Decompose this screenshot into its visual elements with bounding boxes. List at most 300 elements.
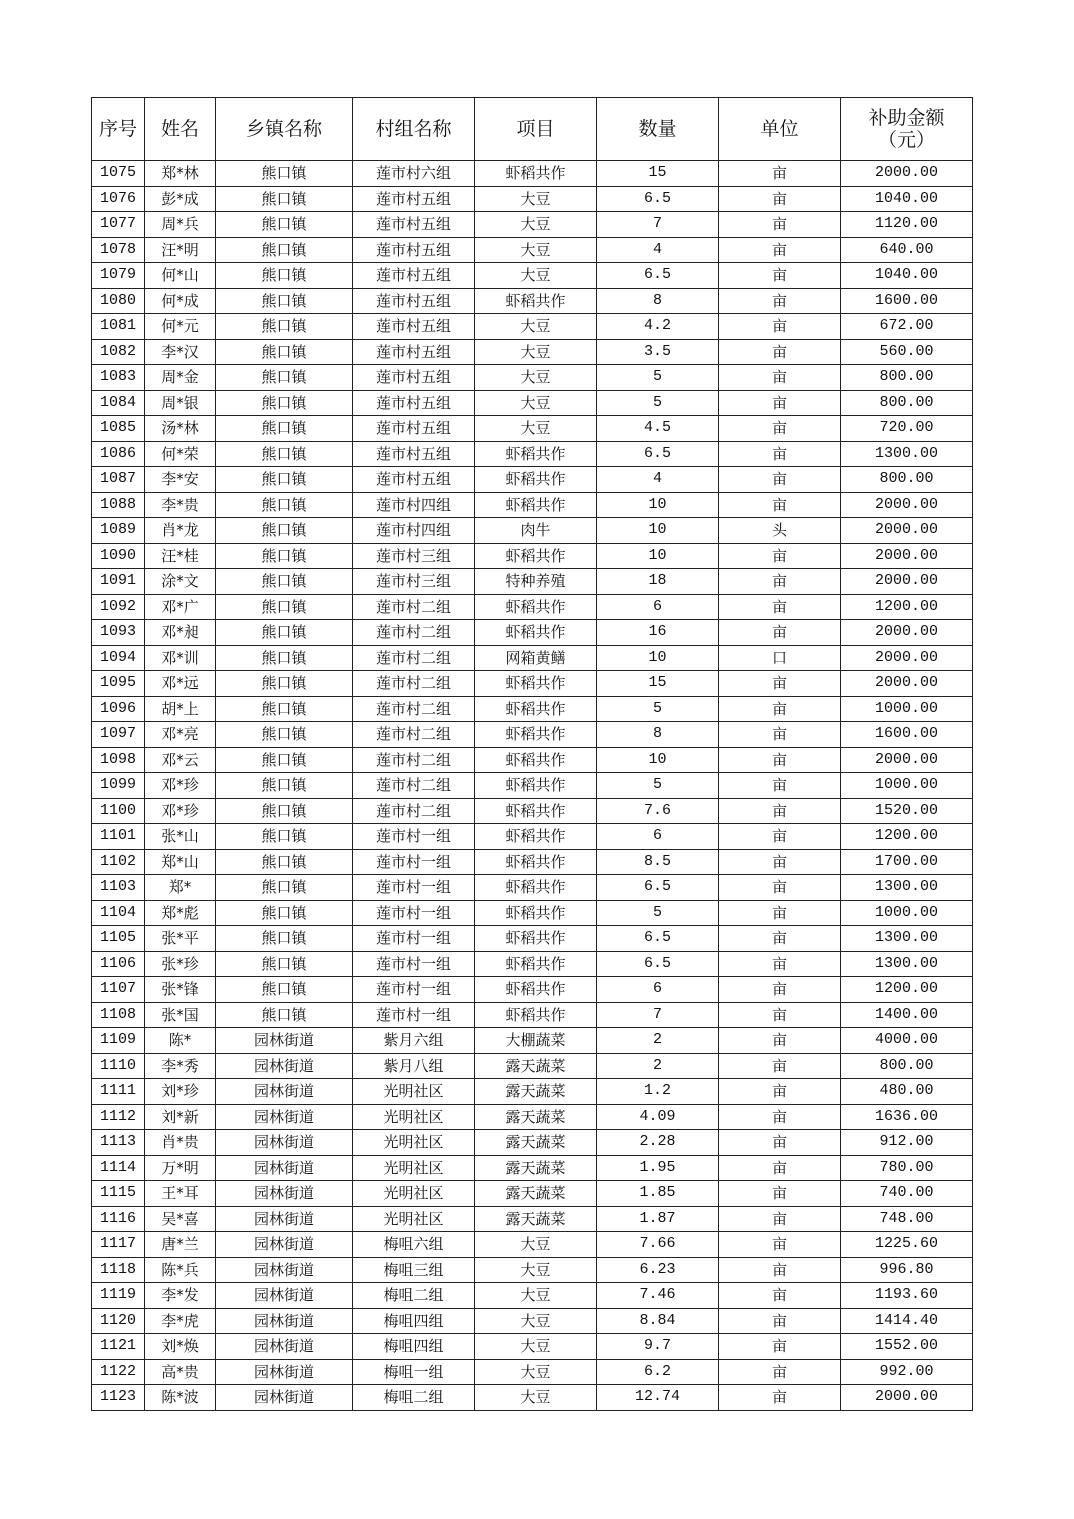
cell-amount: 740.00 — [841, 1181, 973, 1207]
cell-amount: 2000.00 — [841, 645, 973, 671]
cell-unit: 亩 — [719, 620, 841, 646]
cell-village-group: 莲市村五组 — [353, 339, 475, 365]
cell-name: 李*汉 — [145, 339, 216, 365]
table-row — [92, 1385, 973, 1411]
cell-amount: 1600.00 — [841, 288, 973, 314]
cell-name: 涂*文 — [145, 569, 216, 595]
cell-amount: 2000.00 — [841, 492, 973, 518]
cell-name: 高*贵 — [145, 1359, 216, 1385]
cell-amount: 1193.60 — [841, 1283, 973, 1309]
cell-amount: 2000.00 — [841, 543, 973, 569]
cell-unit: 亩 — [719, 543, 841, 569]
cell-serial: 1109 — [92, 1028, 145, 1054]
cell-serial: 1110 — [92, 1053, 145, 1079]
table-row — [92, 441, 973, 467]
cell-amount: 780.00 — [841, 1155, 973, 1181]
cell-unit: 亩 — [719, 1308, 841, 1334]
cell-serial: 1122 — [92, 1359, 145, 1385]
table-row — [92, 900, 973, 926]
cell-quantity: 18 — [597, 569, 719, 595]
cell-project: 虾稻共作 — [475, 1002, 597, 1028]
cell-project: 网箱黄鳝 — [475, 645, 597, 671]
cell-unit: 亩 — [719, 441, 841, 467]
table-row — [92, 518, 973, 544]
cell-town: 园林街道 — [216, 1283, 353, 1309]
cell-village-group: 光明社区 — [353, 1206, 475, 1232]
cell-amount: 2000.00 — [841, 161, 973, 187]
cell-serial: 1077 — [92, 212, 145, 238]
cell-project: 大豆 — [475, 1308, 597, 1334]
cell-name: 张*锋 — [145, 977, 216, 1003]
cell-unit: 亩 — [719, 186, 841, 212]
cell-quantity: 7.66 — [597, 1232, 719, 1258]
header-quantity: 数量 — [597, 98, 719, 161]
cell-name: 何*成 — [145, 288, 216, 314]
cell-town: 园林街道 — [216, 1206, 353, 1232]
cell-unit: 亩 — [719, 339, 841, 365]
table-row — [92, 212, 973, 238]
cell-village-group: 梅咀四组 — [353, 1308, 475, 1334]
table-row — [92, 1257, 973, 1283]
cell-name: 李*秀 — [145, 1053, 216, 1079]
cell-unit: 亩 — [719, 747, 841, 773]
cell-town: 熊口镇 — [216, 263, 353, 289]
header-serial: 序号 — [92, 98, 145, 161]
cell-project: 虾稻共作 — [475, 875, 597, 901]
cell-serial: 1092 — [92, 594, 145, 620]
cell-amount: 4000.00 — [841, 1028, 973, 1054]
table-row — [92, 186, 973, 212]
cell-project: 大豆 — [475, 1257, 597, 1283]
cell-quantity: 7 — [597, 212, 719, 238]
cell-village-group: 莲市村三组 — [353, 569, 475, 595]
cell-unit: 亩 — [719, 263, 841, 289]
cell-unit: 亩 — [719, 1232, 841, 1258]
cell-serial: 1091 — [92, 569, 145, 595]
cell-amount: 800.00 — [841, 467, 973, 493]
cell-project: 虾稻共作 — [475, 824, 597, 850]
cell-town: 熊口镇 — [216, 849, 353, 875]
cell-town: 熊口镇 — [216, 441, 353, 467]
table-row — [92, 467, 973, 493]
cell-unit: 亩 — [719, 1334, 841, 1360]
cell-unit: 亩 — [719, 849, 841, 875]
cell-town: 熊口镇 — [216, 569, 353, 595]
table-row — [92, 951, 973, 977]
cell-project: 虾稻共作 — [475, 722, 597, 748]
cell-serial: 1088 — [92, 492, 145, 518]
cell-town: 园林街道 — [216, 1232, 353, 1258]
cell-town: 园林街道 — [216, 1104, 353, 1130]
cell-unit: 亩 — [719, 1028, 841, 1054]
table-row — [92, 671, 973, 697]
cell-unit: 亩 — [719, 212, 841, 238]
cell-amount: 2000.00 — [841, 671, 973, 697]
cell-name: 郑*彪 — [145, 900, 216, 926]
cell-serial: 1094 — [92, 645, 145, 671]
cell-quantity: 6.5 — [597, 951, 719, 977]
cell-unit: 亩 — [719, 824, 841, 850]
cell-town: 熊口镇 — [216, 645, 353, 671]
header-village-group: 村组名称 — [353, 98, 475, 161]
cell-town: 熊口镇 — [216, 518, 353, 544]
cell-name: 吴*喜 — [145, 1206, 216, 1232]
cell-amount: 1000.00 — [841, 900, 973, 926]
cell-project: 露天蔬菜 — [475, 1130, 597, 1156]
cell-amount: 1200.00 — [841, 824, 973, 850]
header-amount: 补助金额 （元） — [841, 98, 973, 161]
cell-serial: 1086 — [92, 441, 145, 467]
cell-project: 大豆 — [475, 416, 597, 442]
cell-serial: 1087 — [92, 467, 145, 493]
cell-project: 大豆 — [475, 390, 597, 416]
cell-amount: 1200.00 — [841, 594, 973, 620]
cell-town: 熊口镇 — [216, 416, 353, 442]
cell-town: 熊口镇 — [216, 492, 353, 518]
cell-name: 李*发 — [145, 1283, 216, 1309]
cell-serial: 1093 — [92, 620, 145, 646]
table-row — [92, 288, 973, 314]
cell-quantity: 5 — [597, 773, 719, 799]
cell-unit: 口 — [719, 645, 841, 671]
cell-town: 园林街道 — [216, 1257, 353, 1283]
cell-serial: 1112 — [92, 1104, 145, 1130]
cell-serial: 1115 — [92, 1181, 145, 1207]
cell-name: 邓*亮 — [145, 722, 216, 748]
cell-serial: 1076 — [92, 186, 145, 212]
cell-unit: 亩 — [719, 951, 841, 977]
table-row — [92, 849, 973, 875]
cell-quantity: 3.5 — [597, 339, 719, 365]
cell-amount: 800.00 — [841, 390, 973, 416]
cell-quantity: 1.95 — [597, 1155, 719, 1181]
cell-town: 园林街道 — [216, 1053, 353, 1079]
cell-town: 熊口镇 — [216, 773, 353, 799]
table-row — [92, 339, 973, 365]
header-name: 姓名 — [145, 98, 216, 161]
cell-village-group: 莲市村五组 — [353, 441, 475, 467]
cell-project: 大豆 — [475, 1283, 597, 1309]
cell-name: 陈*兵 — [145, 1257, 216, 1283]
cell-village-group: 莲市村五组 — [353, 263, 475, 289]
cell-village-group: 梅咀二组 — [353, 1385, 475, 1411]
table-row — [92, 722, 973, 748]
cell-serial: 1118 — [92, 1257, 145, 1283]
cell-project: 虾稻共作 — [475, 926, 597, 952]
cell-quantity: 12.74 — [597, 1385, 719, 1411]
table-row — [92, 1232, 973, 1258]
cell-quantity: 10 — [597, 645, 719, 671]
subsidy-table — [91, 97, 973, 1411]
cell-project: 虾稻共作 — [475, 543, 597, 569]
cell-quantity: 5 — [597, 696, 719, 722]
cell-quantity: 6.23 — [597, 1257, 719, 1283]
cell-project: 大豆 — [475, 212, 597, 238]
cell-town: 熊口镇 — [216, 390, 353, 416]
cell-serial: 1103 — [92, 875, 145, 901]
cell-unit: 亩 — [719, 569, 841, 595]
cell-unit: 亩 — [719, 467, 841, 493]
cell-project: 虾稻共作 — [475, 594, 597, 620]
cell-unit: 亩 — [719, 390, 841, 416]
cell-village-group: 梅咀三组 — [353, 1257, 475, 1283]
cell-project: 虾稻共作 — [475, 620, 597, 646]
cell-village-group: 莲市村五组 — [353, 390, 475, 416]
cell-amount: 1000.00 — [841, 773, 973, 799]
cell-village-group: 莲市村一组 — [353, 1002, 475, 1028]
cell-name: 王*耳 — [145, 1181, 216, 1207]
cell-project: 虾稻共作 — [475, 492, 597, 518]
cell-name: 邓*训 — [145, 645, 216, 671]
cell-quantity: 5 — [597, 365, 719, 391]
cell-quantity: 9.7 — [597, 1334, 719, 1360]
cell-name: 陈* — [145, 1028, 216, 1054]
cell-village-group: 莲市村一组 — [353, 900, 475, 926]
cell-amount: 1520.00 — [841, 798, 973, 824]
cell-amount: 640.00 — [841, 237, 973, 263]
cell-quantity: 6 — [597, 977, 719, 1003]
cell-quantity: 1.85 — [597, 1181, 719, 1207]
table-row — [92, 773, 973, 799]
cell-name: 陈*波 — [145, 1385, 216, 1411]
cell-village-group: 莲市村四组 — [353, 518, 475, 544]
cell-name: 邓*珍 — [145, 773, 216, 799]
table-row — [92, 1155, 973, 1181]
cell-amount: 1000.00 — [841, 696, 973, 722]
cell-serial: 1117 — [92, 1232, 145, 1258]
cell-village-group: 莲市村三组 — [353, 543, 475, 569]
cell-quantity: 5 — [597, 390, 719, 416]
cell-name: 周*金 — [145, 365, 216, 391]
cell-unit: 亩 — [719, 492, 841, 518]
cell-serial: 1098 — [92, 747, 145, 773]
cell-name: 何*元 — [145, 314, 216, 340]
table-row — [92, 1053, 973, 1079]
cell-village-group: 莲市村五组 — [353, 416, 475, 442]
cell-unit: 亩 — [719, 1155, 841, 1181]
cell-unit: 亩 — [719, 416, 841, 442]
cell-name: 万*明 — [145, 1155, 216, 1181]
cell-town: 熊口镇 — [216, 926, 353, 952]
cell-unit: 亩 — [719, 1053, 841, 1079]
cell-name: 周*兵 — [145, 212, 216, 238]
cell-unit: 亩 — [719, 671, 841, 697]
cell-town: 熊口镇 — [216, 977, 353, 1003]
cell-quantity: 6 — [597, 824, 719, 850]
cell-amount: 2000.00 — [841, 747, 973, 773]
cell-quantity: 6.5 — [597, 263, 719, 289]
cell-project: 大豆 — [475, 1232, 597, 1258]
cell-project: 虾稻共作 — [475, 467, 597, 493]
cell-unit: 亩 — [719, 977, 841, 1003]
cell-name: 李*虎 — [145, 1308, 216, 1334]
cell-quantity: 8 — [597, 288, 719, 314]
cell-serial: 1089 — [92, 518, 145, 544]
cell-project: 大豆 — [475, 365, 597, 391]
table-row — [92, 1104, 973, 1130]
cell-village-group: 莲市村五组 — [353, 467, 475, 493]
cell-amount: 912.00 — [841, 1130, 973, 1156]
cell-serial: 1100 — [92, 798, 145, 824]
cell-unit: 亩 — [719, 900, 841, 926]
cell-name: 汪*明 — [145, 237, 216, 263]
cell-name: 汤*林 — [145, 416, 216, 442]
cell-project: 虾稻共作 — [475, 161, 597, 187]
cell-amount: 720.00 — [841, 416, 973, 442]
cell-town: 熊口镇 — [216, 543, 353, 569]
cell-town: 熊口镇 — [216, 594, 353, 620]
cell-project: 虾稻共作 — [475, 951, 597, 977]
cell-village-group: 紫月六组 — [353, 1028, 475, 1054]
cell-amount: 800.00 — [841, 365, 973, 391]
cell-village-group: 莲市村一组 — [353, 849, 475, 875]
cell-name: 郑* — [145, 875, 216, 901]
cell-unit: 亩 — [719, 1359, 841, 1385]
cell-serial: 1095 — [92, 671, 145, 697]
cell-town: 熊口镇 — [216, 365, 353, 391]
cell-town: 熊口镇 — [216, 671, 353, 697]
cell-village-group: 莲市村二组 — [353, 620, 475, 646]
cell-name: 邓*广 — [145, 594, 216, 620]
table-row — [92, 1359, 973, 1385]
cell-serial: 1099 — [92, 773, 145, 799]
cell-quantity: 7.6 — [597, 798, 719, 824]
cell-unit: 亩 — [719, 696, 841, 722]
table-row — [92, 1079, 973, 1105]
cell-project: 大豆 — [475, 339, 597, 365]
cell-unit: 亩 — [719, 722, 841, 748]
cell-town: 熊口镇 — [216, 798, 353, 824]
cell-project: 虾稻共作 — [475, 441, 597, 467]
cell-name: 肖*贵 — [145, 1130, 216, 1156]
cell-unit: 亩 — [719, 314, 841, 340]
cell-village-group: 光明社区 — [353, 1130, 475, 1156]
cell-quantity: 6.5 — [597, 926, 719, 952]
cell-serial: 1097 — [92, 722, 145, 748]
cell-unit: 亩 — [719, 773, 841, 799]
cell-quantity: 6.2 — [597, 1359, 719, 1385]
table-row — [92, 1308, 973, 1334]
cell-quantity: 16 — [597, 620, 719, 646]
cell-quantity: 2 — [597, 1028, 719, 1054]
cell-amount: 1200.00 — [841, 977, 973, 1003]
cell-unit: 亩 — [719, 1385, 841, 1411]
cell-quantity: 10 — [597, 518, 719, 544]
cell-amount: 1225.60 — [841, 1232, 973, 1258]
cell-serial: 1101 — [92, 824, 145, 850]
cell-quantity: 15 — [597, 161, 719, 187]
table-row — [92, 161, 973, 187]
cell-village-group: 莲市村二组 — [353, 722, 475, 748]
cell-town: 熊口镇 — [216, 875, 353, 901]
cell-serial: 1113 — [92, 1130, 145, 1156]
cell-project: 大豆 — [475, 1334, 597, 1360]
cell-project: 露天蔬菜 — [475, 1053, 597, 1079]
cell-village-group: 莲市村五组 — [353, 186, 475, 212]
cell-village-group: 梅咀二组 — [353, 1283, 475, 1309]
cell-name: 汪*桂 — [145, 543, 216, 569]
cell-quantity: 5 — [597, 900, 719, 926]
cell-name: 刘*焕 — [145, 1334, 216, 1360]
cell-village-group: 莲市村二组 — [353, 594, 475, 620]
cell-quantity: 6.5 — [597, 441, 719, 467]
cell-project: 虾稻共作 — [475, 747, 597, 773]
cell-project: 虾稻共作 — [475, 696, 597, 722]
cell-village-group: 莲市村五组 — [353, 365, 475, 391]
cell-town: 熊口镇 — [216, 314, 353, 340]
cell-village-group: 莲市村二组 — [353, 798, 475, 824]
table-row — [92, 1334, 973, 1360]
cell-name: 邓*云 — [145, 747, 216, 773]
cell-quantity: 15 — [597, 671, 719, 697]
cell-project: 虾稻共作 — [475, 288, 597, 314]
cell-serial: 1106 — [92, 951, 145, 977]
cell-amount: 1300.00 — [841, 926, 973, 952]
table-row — [92, 747, 973, 773]
cell-town: 园林街道 — [216, 1385, 353, 1411]
cell-serial: 1119 — [92, 1283, 145, 1309]
table-row — [92, 696, 973, 722]
cell-name: 邓*远 — [145, 671, 216, 697]
table-row — [92, 620, 973, 646]
cell-serial: 1085 — [92, 416, 145, 442]
cell-amount: 2000.00 — [841, 518, 973, 544]
cell-serial: 1104 — [92, 900, 145, 926]
cell-village-group: 莲市村五组 — [353, 212, 475, 238]
cell-quantity: 8.5 — [597, 849, 719, 875]
cell-town: 熊口镇 — [216, 747, 353, 773]
cell-unit: 亩 — [719, 1002, 841, 1028]
table-row — [92, 824, 973, 850]
cell-name: 邓*昶 — [145, 620, 216, 646]
cell-unit: 亩 — [719, 1283, 841, 1309]
cell-amount: 2000.00 — [841, 1385, 973, 1411]
cell-unit: 亩 — [719, 365, 841, 391]
cell-village-group: 莲市村五组 — [353, 237, 475, 263]
cell-amount: 1300.00 — [841, 951, 973, 977]
cell-name: 李*安 — [145, 467, 216, 493]
cell-village-group: 紫月八组 — [353, 1053, 475, 1079]
cell-serial: 1108 — [92, 1002, 145, 1028]
cell-project: 大豆 — [475, 1359, 597, 1385]
cell-unit: 亩 — [719, 1104, 841, 1130]
cell-project: 虾稻共作 — [475, 798, 597, 824]
cell-name: 刘*珍 — [145, 1079, 216, 1105]
cell-village-group: 莲市村二组 — [353, 645, 475, 671]
cell-amount: 672.00 — [841, 314, 973, 340]
cell-name: 张*珍 — [145, 951, 216, 977]
cell-quantity: 6.5 — [597, 875, 719, 901]
cell-project: 大棚蔬菜 — [475, 1028, 597, 1054]
table-row — [92, 1130, 973, 1156]
cell-serial: 1090 — [92, 543, 145, 569]
cell-unit: 亩 — [719, 237, 841, 263]
cell-town: 园林街道 — [216, 1308, 353, 1334]
cell-quantity: 2 — [597, 1053, 719, 1079]
cell-name: 肖*龙 — [145, 518, 216, 544]
table-row — [92, 1283, 973, 1309]
cell-unit: 亩 — [719, 288, 841, 314]
cell-name: 周*银 — [145, 390, 216, 416]
cell-name: 张*平 — [145, 926, 216, 952]
cell-serial: 1111 — [92, 1079, 145, 1105]
cell-village-group: 莲市村六组 — [353, 161, 475, 187]
table-row — [92, 314, 973, 340]
cell-project: 虾稻共作 — [475, 671, 597, 697]
cell-name: 李*贵 — [145, 492, 216, 518]
cell-town: 园林街道 — [216, 1130, 353, 1156]
table-row — [92, 798, 973, 824]
